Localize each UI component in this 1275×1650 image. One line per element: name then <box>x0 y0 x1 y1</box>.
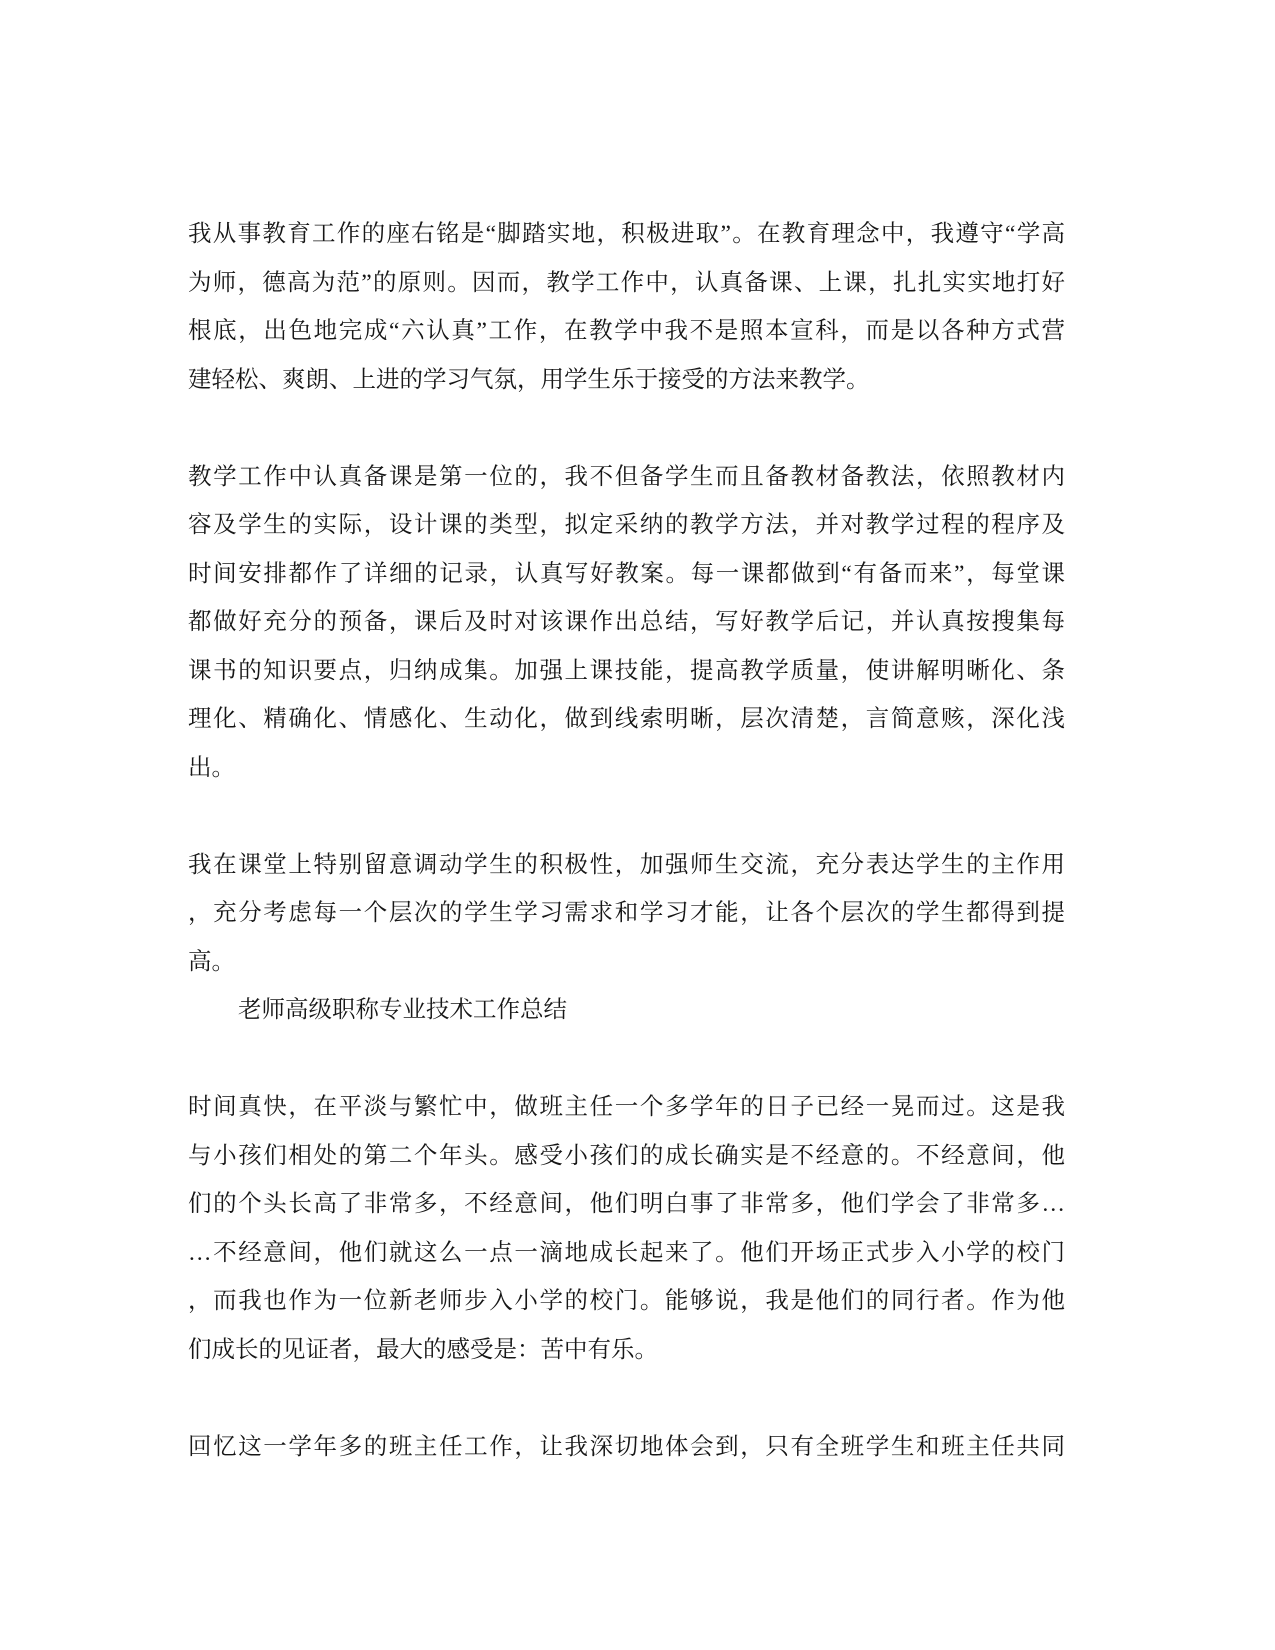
paragraph <box>188 1083 1065 1374</box>
text-line: ，而我也作为一位新老师步入小学的校门。能够说，我是他们的同行者。作为他 <box>188 1288 1065 1314</box>
text-line: 高。 <box>188 948 235 975</box>
text-line: 我从事教育工作的座右铭是“脚踏实地，积极进取”。在教育理念中，我遵守“学高 <box>188 221 1065 247</box>
paragraph-gap <box>188 1035 1065 1084</box>
text-line: ，充分考虑每一个层次的学生学习需求和学习才能，让各个层次的学生都得到提 <box>188 900 1065 926</box>
text-line: 们成长的见证者，最大的感受是：苦中有乐。 <box>188 1336 658 1363</box>
paragraph <box>188 210 1065 404</box>
text-line: 教学工作中认真备课是第一位的，我不但备学生而且备教材备教法，依照教材内 <box>188 463 1065 490</box>
text-line: 容及学生的实际，设计课的类型，拟定采纳的教学方法，并对教学过程的程序及 <box>188 512 1065 538</box>
text-line: 建轻松、爽朗、上进的学习气氛，用学生乐于接受的方法来教学。 <box>188 366 870 393</box>
text-line: 都做好充分的预备，课后及时对该课作出总结，写好教学后记，并认真按搜集每 <box>188 609 1065 635</box>
paragraph-gap <box>188 792 1065 841</box>
text-line: 与小孩们相处的第二个年头。感受小孩们的成长确实是不经意的。不经意间，他 <box>188 1142 1065 1169</box>
text-line: 我在课堂上特别留意调动学生的积极性，加强师生交流，充分表达学生的主作用 <box>188 851 1065 878</box>
text-line: 课书的知识要点，归纳成集。加强上课技能，提高教学质量，使讲解明晰化、条 <box>188 657 1065 684</box>
paragraph-gap <box>188 1374 1065 1423</box>
paragraph-gap <box>188 404 1065 453</box>
text-line: 时间安排都作了详细的记录，认真写好教案。每一课都做到“有备而来”，每堂课 <box>188 560 1065 587</box>
text-line: 理化、精确化、情感化、生动化，做到线索明晰，层次清楚，言简意赅，深化浅 <box>188 706 1065 732</box>
text-line: 为师，德高为范”的原则。因而，教学工作中，认真备课、上课，扎扎实实地打好 <box>188 269 1065 296</box>
text-line: 根底，出色地完成“六认真”工作，在教学中我不是照本宣科，而是以各种方式营 <box>188 318 1065 344</box>
text-line: …不经意间，他们就这么一点一滴地成长起来了。他们开场正式步入小学的校门 <box>188 1239 1065 1266</box>
text-line: 出。 <box>188 754 235 781</box>
paragraph <box>188 841 1065 987</box>
section-title: 老师高级职称专业技术工作总结 <box>238 997 567 1023</box>
document-body <box>188 210 1065 1471</box>
text-line: 回忆这一学年多的班主任工作，让我深切地体会到，只有全班学生和班主任共同 <box>188 1433 1065 1460</box>
text-line: 们的个头长高了非常多，不经意间，他们明白事了非常多，他们学会了非常多… <box>188 1191 1065 1217</box>
paragraph <box>188 453 1065 793</box>
text-line: 时间真快，在平淡与繁忙中，做班主任一个多学年的日子已经一晃而过。这是我 <box>188 1094 1065 1120</box>
paragraph <box>188 1423 1065 1472</box>
